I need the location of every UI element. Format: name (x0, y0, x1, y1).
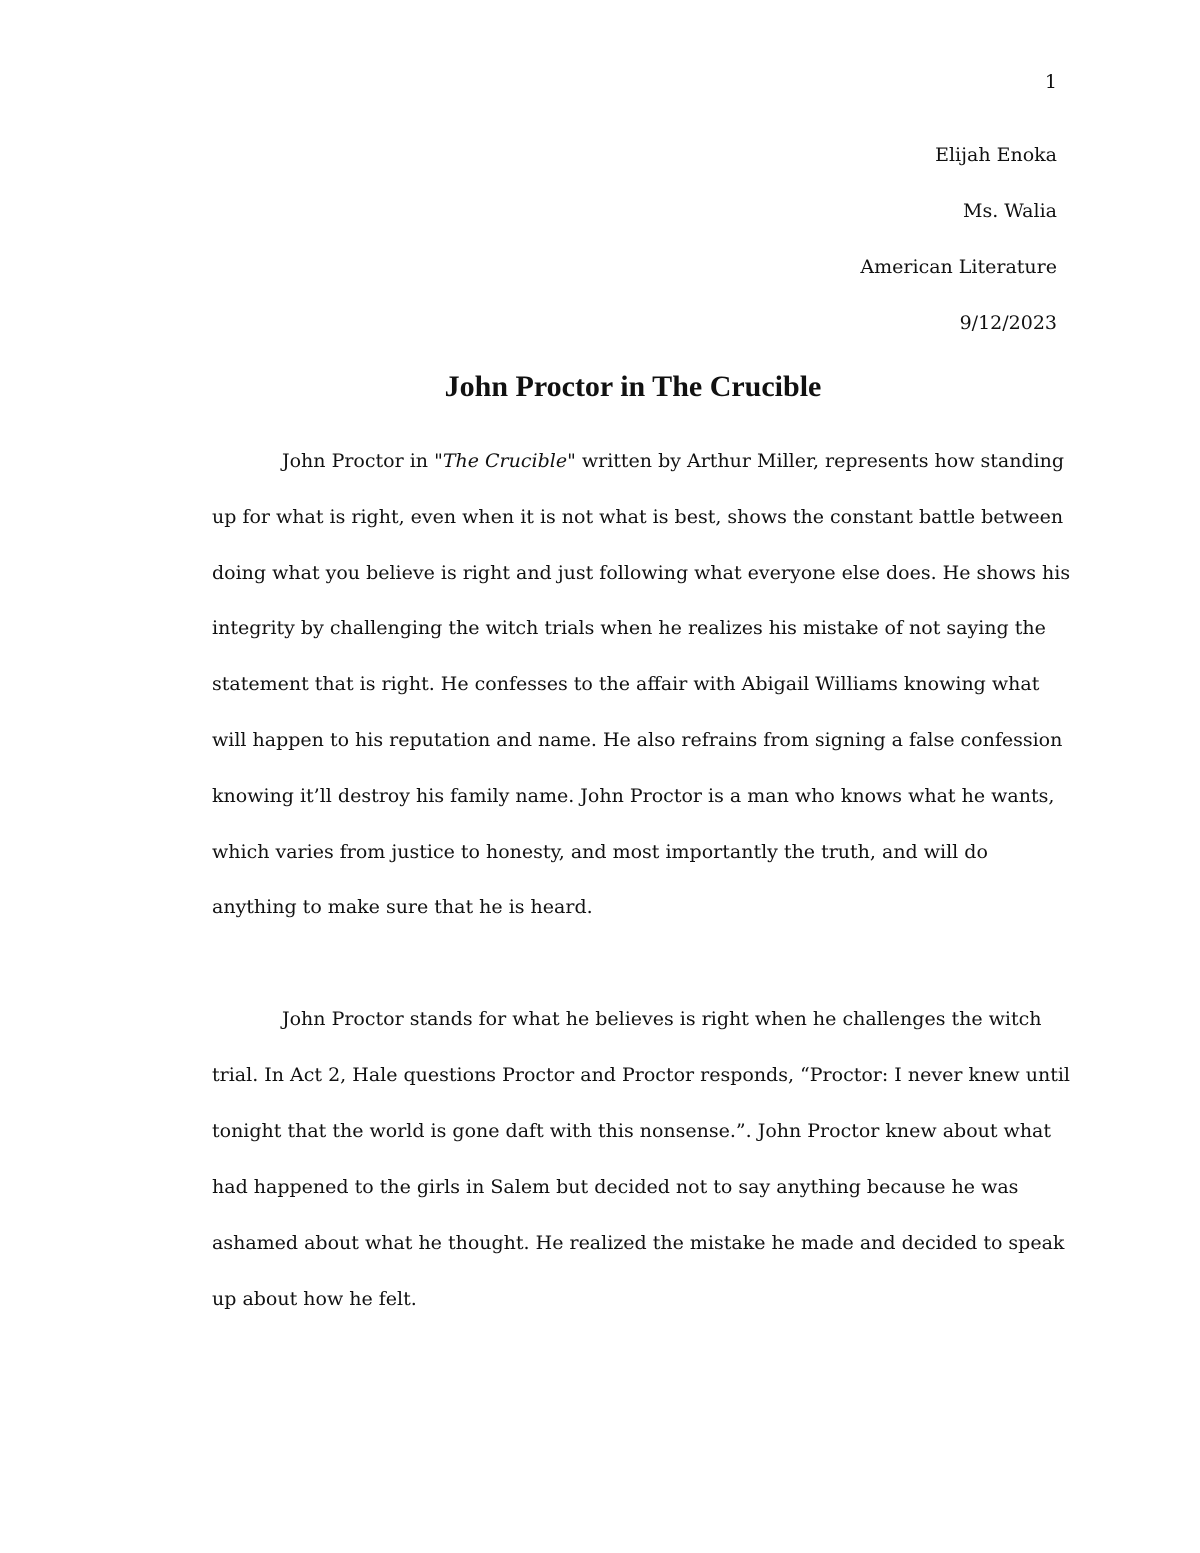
paragraph-2-line: tonight that the world is gone daft with this nonsense.”. John Proctor knew about what (212, 1120, 1052, 1142)
paragraph-1-line: statement that is right. He confesses to the affair with Abigail Williams knowing what (212, 673, 1040, 695)
essay-date: 9/12/2023 (959, 312, 1057, 334)
course-name: American Literature (860, 256, 1057, 278)
paragraph-1-line: which varies from justice to honesty, and most importantly the truth, and will do (212, 841, 988, 863)
paragraph-2-line: up about how he felt. (212, 1288, 417, 1310)
author-name: Elijah Enoka (935, 144, 1057, 166)
paragraph-2-line: ashamed about what he thought. He realized the mistake he made and decided to speak (212, 1232, 1065, 1254)
paragraph-1-line: integrity by challenging the witch trials when he realizes his mistake of not saying the (212, 617, 1046, 639)
paragraph-1-line: knowing it’ll destroy his family name. John Proctor is a man who knows what he wants, (212, 785, 1055, 807)
paragraph-1-line: will happen to his reputation and name. He also refrains from signing a false confession (212, 729, 1063, 751)
essay-title: John Proctor in The Crucible (444, 370, 822, 403)
teacher-name: Ms. Walia (963, 200, 1057, 222)
paragraph-1-line (282, 449, 1064, 473)
paragraph-1-line-1-start: John Proctor in " (282, 450, 443, 472)
play-title-italic: The Crucible (442, 450, 568, 472)
paragraph-2-line: John Proctor stands for what he believes is right when he challenges the witch (282, 1008, 1042, 1030)
paragraph-2-line: had happened to the girls in Salem but decided not to say anything because he was (212, 1176, 1019, 1198)
mla-header (860, 143, 1057, 367)
page-number: 1 (1044, 71, 1057, 93)
paragraph-2-line: trial. In Act 2, Hale questions Proctor and Proctor responds, “Proctor: I never knew until (212, 1064, 1070, 1086)
paragraph-1-line: up for what is right, even when it is not what is best, shows the constant battle between (212, 506, 1064, 528)
paragraph-1-line: anything to make sure that he is heard. (212, 896, 593, 918)
paragraph-1-line: doing what you believe is right and just following what everyone else does. He shows his (212, 562, 1071, 584)
paragraph-1-line-1-end: " written by Arthur Miller, represents how standing (567, 450, 1065, 472)
